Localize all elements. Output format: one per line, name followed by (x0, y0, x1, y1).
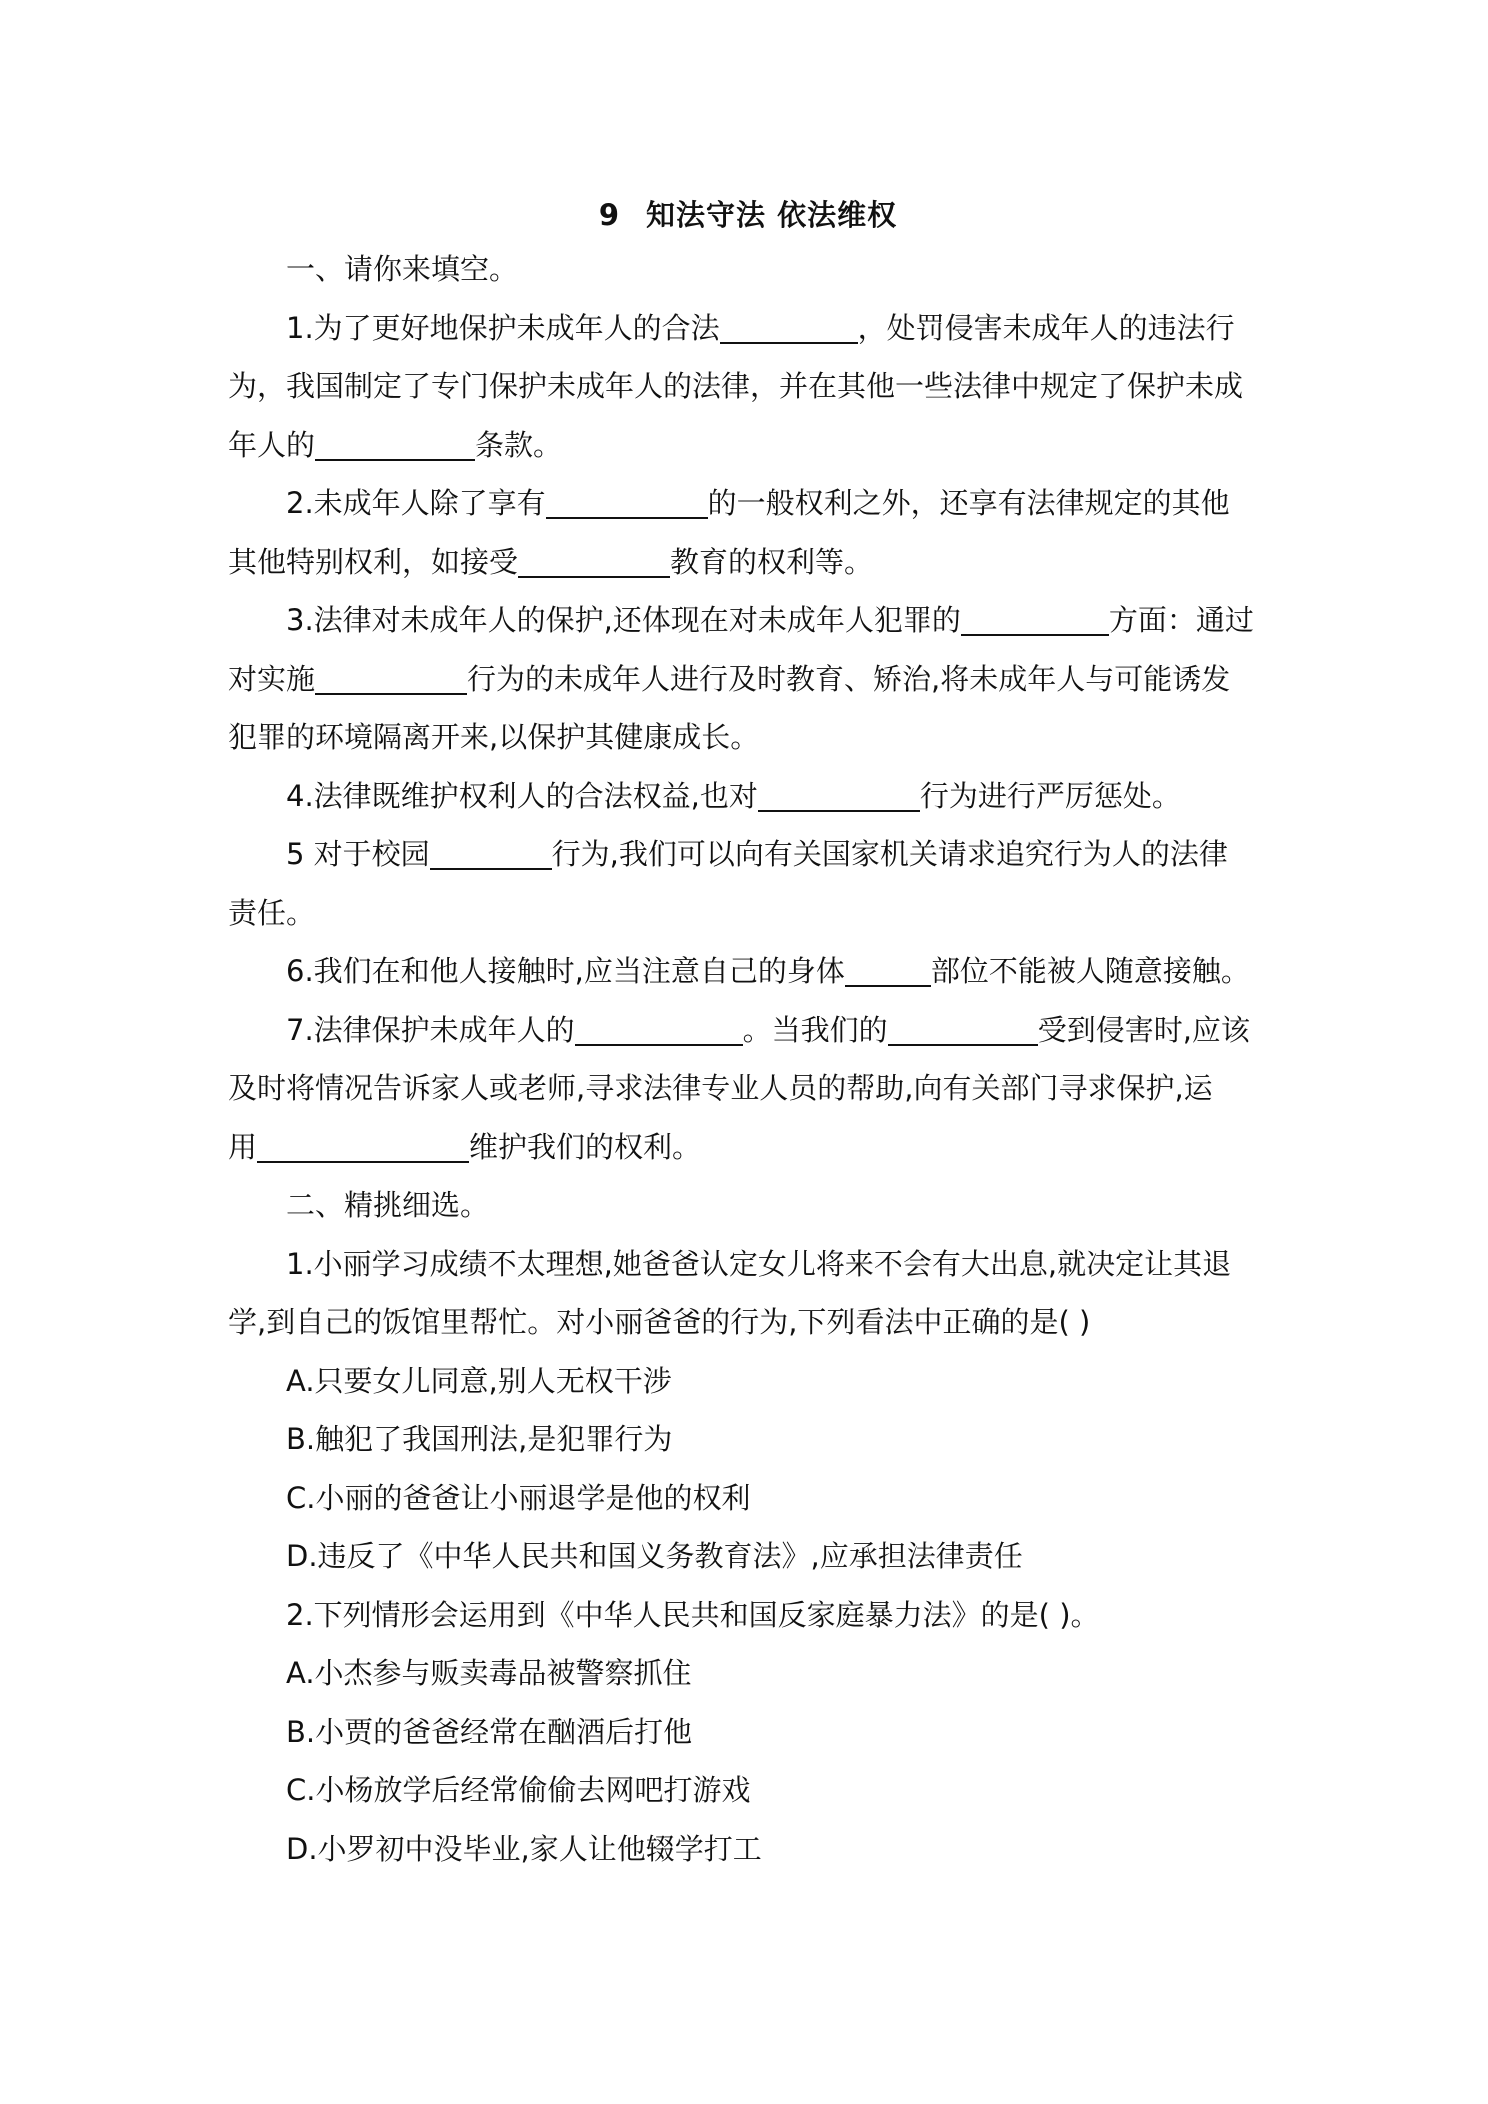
q1-blank-2[interactable] (315, 423, 475, 461)
q5-text-b: 行为,我们可以向有关国家机关请求追究行为人的法律 (551, 837, 1228, 871)
q6-text-b: 部位不能被人随意接触。 (930, 954, 1250, 988)
q6-line1 (228, 942, 1268, 1001)
q7-text-a: 7.法律保护未成年人的 (286, 1012, 575, 1047)
q7-text-e: 用 (228, 1129, 258, 1164)
q2-text-c: 其他特别权利，如接受 (228, 544, 519, 579)
q4-text-a: 4.法律既维护权利人的合法权益,也对 (286, 778, 758, 813)
mc1-stem-line1: 1.小丽学习成绩不太理想,她爸爸认定女儿将来不会有大出息,就决定让其退 (286, 1246, 1232, 1281)
mc2-option-b[interactable]: B.小贾的爸爸经常在酗酒后打他 (286, 1714, 693, 1749)
q7-text-b: 。当我们的 (742, 1012, 888, 1047)
mc2-option-a[interactable]: A.小杰参与贩卖毒品被警察抓住 (286, 1656, 692, 1690)
q2-text-d: 教育的权利等。 (670, 544, 874, 579)
q7-text-c: 受到侵害时,应该 (1037, 1012, 1250, 1047)
q7-line3 (228, 1118, 1268, 1177)
q1-text-b: ，处罚侵害未成年人的违法行 (857, 310, 1235, 345)
q3-blank-1[interactable] (961, 598, 1109, 636)
q7-line1 (228, 1001, 1268, 1060)
mc1-stem-line2: 学,到自己的饭馆里帮忙。对小丽爸爸的行为,下列看法中正确的是( ) (228, 1305, 1091, 1339)
q1-line1 (228, 299, 1268, 358)
lesson-number: 9 (598, 198, 621, 232)
q3-text-b: 方面：通过 (1108, 603, 1254, 637)
q7-line2: 及时将情况告诉家人或老师,寻求法律专业人员的帮助,向有关部门寻求保护,运 (228, 1071, 1213, 1105)
q6-blank-1[interactable] (845, 949, 931, 987)
q3-line2 (228, 650, 1268, 709)
q2-text-b: 的一般权利之外，还享有法律规定的其他 (707, 486, 1230, 520)
q3-text-d: 行为的未成年人进行及时教育、矫治,将未成年人与可能诱发 (467, 661, 1231, 696)
q1-text-e: 条款。 (475, 427, 563, 462)
worksheet-page (228, 190, 1268, 1878)
q1-line2: 为，我国制定了专门保护未成年人的法律，并在其他一些法律中规定了保护未成 (228, 369, 1244, 403)
q1-text-a: 1.为了更好地保护未成年人的合法 (286, 310, 720, 345)
page-title (228, 190, 1268, 240)
q5-line2: 责任。 (228, 895, 316, 930)
q3-line3: 犯罪的环境隔离开来,以保护其健康成长。 (228, 720, 760, 754)
q2-text-a: 2.未成年人除了享有 (286, 486, 546, 520)
mc1-option-a[interactable]: A.只要女儿同意,别人无权干涉 (286, 1363, 672, 1398)
q2-line2 (228, 533, 1268, 592)
q7-blank-2[interactable] (888, 1008, 1038, 1046)
mc2-option-d[interactable]: D.小罗初中没毕业,家人让他辍学打工 (286, 1831, 762, 1866)
section1-heading: 一、请你来填空。 (286, 252, 519, 286)
q2-line1 (228, 474, 1268, 533)
q2-blank-2[interactable] (518, 540, 670, 578)
mc1-option-d[interactable]: D.违反了《中华人民共和国义务教育法》,应承担法律责任 (286, 1539, 1023, 1573)
q7-text-f: 维护我们的权利。 (469, 1129, 702, 1164)
q3-blank-2[interactable] (315, 657, 467, 695)
q4-blank-1[interactable] (758, 774, 920, 812)
mc2-stem: 2.下列情形会运用到《中华人民共和国反家庭暴力法》的是( )。 (286, 1597, 1100, 1632)
q3-text-c: 对实施 (228, 661, 316, 696)
q7-blank-3[interactable] (257, 1125, 469, 1163)
q5-blank-1[interactable] (430, 832, 552, 870)
q2-blank-1[interactable] (546, 481, 708, 519)
q3-line1 (228, 591, 1268, 650)
q6-text-a: 6.我们在和他人接触时,应当注意自己的身体 (286, 954, 845, 988)
q1-line3 (228, 416, 1268, 475)
q1-blank-1[interactable] (720, 306, 858, 344)
q4-line1 (228, 767, 1268, 826)
mc2-option-c[interactable]: C.小杨放学后经常偷偷去网吧打游戏 (286, 1773, 751, 1807)
lesson-title: 知法守法 依法维权 (646, 198, 898, 232)
mc1-option-b[interactable]: B.触犯了我国刑法,是犯罪行为 (286, 1422, 673, 1456)
q5-text-a: 5 对于校园 (286, 837, 430, 871)
q3-text-a: 3.法律对未成年人的保护,还体现在对未成年人犯罪的 (286, 603, 961, 637)
q7-blank-1[interactable] (575, 1008, 743, 1046)
section2-heading: 二、精挑细选。 (286, 1188, 490, 1222)
q4-text-b: 行为进行严厉惩处。 (919, 778, 1181, 813)
mc1-option-c[interactable]: C.小丽的爸爸让小丽退学是他的权利 (286, 1480, 751, 1515)
q1-text-d: 年人的 (228, 427, 316, 462)
q5-line1 (228, 825, 1268, 884)
